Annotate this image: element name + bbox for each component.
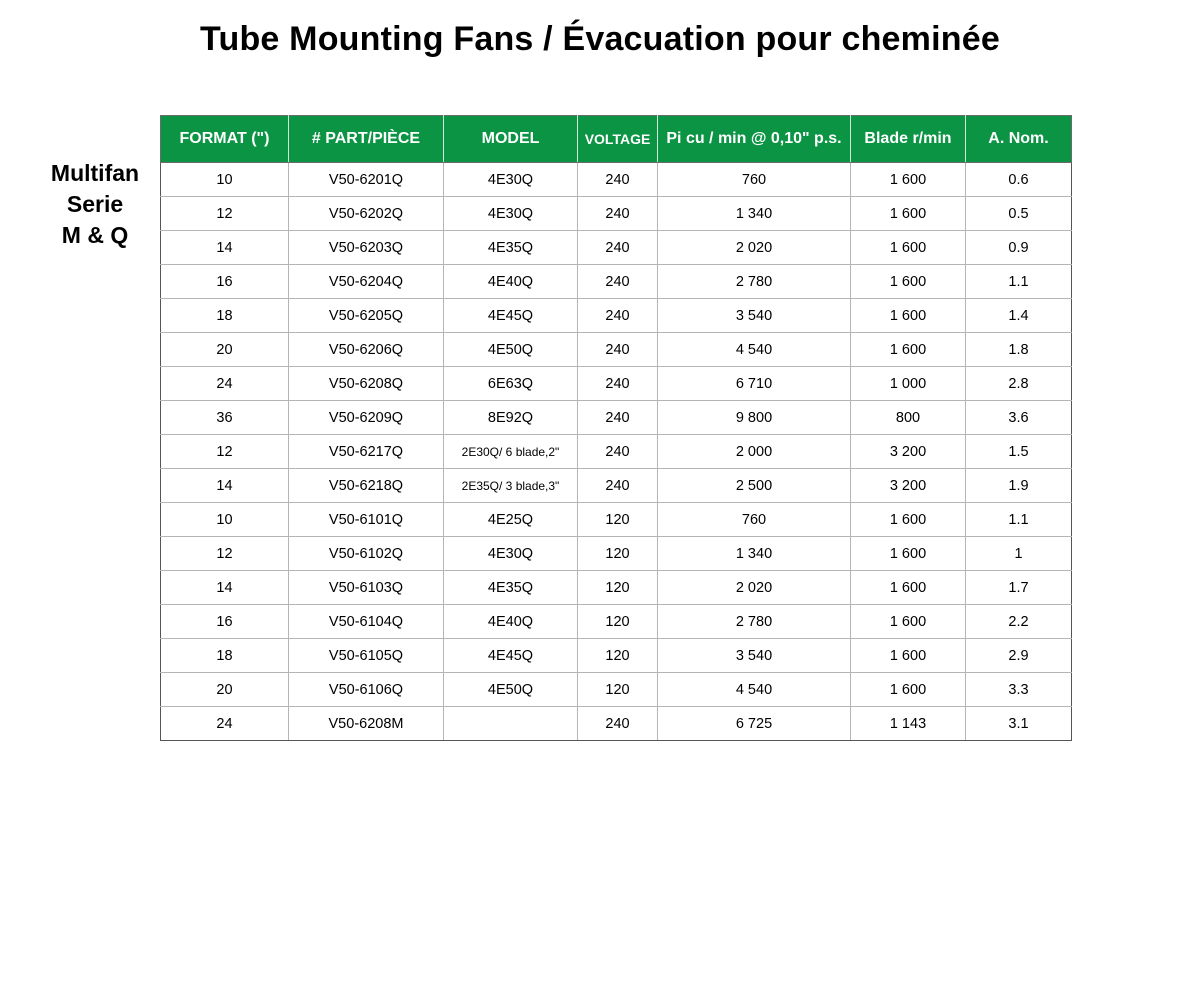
cell-amps: 1.7	[966, 571, 1072, 605]
cell-model: 4E40Q	[444, 265, 578, 299]
cell-format: 12	[161, 537, 289, 571]
cell-part: V50-6204Q	[289, 265, 444, 299]
cell-cfm: 6 725	[658, 707, 851, 741]
cell-amps: 1.1	[966, 265, 1072, 299]
cell-format: 24	[161, 707, 289, 741]
cell-cfm: 760	[658, 503, 851, 537]
cell-cfm: 3 540	[658, 639, 851, 673]
table-row	[161, 197, 1072, 231]
cell-part: V50-6104Q	[289, 605, 444, 639]
cell-blade-rpm: 1 143	[851, 707, 966, 741]
cell-format: 12	[161, 197, 289, 231]
cell-format: 16	[161, 605, 289, 639]
cell-amps: 1.1	[966, 503, 1072, 537]
cell-model: 8E92Q	[444, 401, 578, 435]
cell-model: 4E30Q	[444, 163, 578, 197]
table-row	[161, 707, 1072, 741]
cell-voltage: 240	[578, 435, 658, 469]
table-row	[161, 299, 1072, 333]
cell-format: 14	[161, 571, 289, 605]
cell-cfm: 2 020	[658, 231, 851, 265]
cell-blade-rpm: 1 600	[851, 299, 966, 333]
series-label-line-1: Multifan	[50, 160, 140, 186]
header-model: MODEL	[444, 116, 578, 163]
cell-blade-rpm: 1 600	[851, 265, 966, 299]
table-row	[161, 265, 1072, 299]
cell-format: 14	[161, 469, 289, 503]
cell-blade-rpm: 1 600	[851, 503, 966, 537]
cell-amps: 1	[966, 537, 1072, 571]
table-row	[161, 367, 1072, 401]
header-part: # PART/PIÈCE	[289, 116, 444, 163]
table-row	[161, 401, 1072, 435]
cell-blade-rpm: 1 600	[851, 197, 966, 231]
table-row	[161, 469, 1072, 503]
cell-part: V50-6105Q	[289, 639, 444, 673]
fan-spec-table	[160, 115, 1072, 741]
cell-part: V50-6103Q	[289, 571, 444, 605]
table-row	[161, 639, 1072, 673]
cell-cfm: 4 540	[658, 333, 851, 367]
cell-model: 6E63Q	[444, 367, 578, 401]
cell-part: V50-6217Q	[289, 435, 444, 469]
header-amps: A. Nom.	[966, 116, 1072, 163]
cell-cfm: 2 780	[658, 605, 851, 639]
cell-format: 36	[161, 401, 289, 435]
cell-cfm: 4 540	[658, 673, 851, 707]
cell-amps: 3.1	[966, 707, 1072, 741]
cell-model: 4E35Q	[444, 571, 578, 605]
header-format: FORMAT (")	[161, 116, 289, 163]
cell-voltage: 120	[578, 537, 658, 571]
cell-model: 2E30Q/ 6 blade,2"	[444, 435, 578, 469]
cell-amps: 3.6	[966, 401, 1072, 435]
cell-amps: 0.6	[966, 163, 1072, 197]
table-row	[161, 231, 1072, 265]
cell-blade-rpm: 1 600	[851, 571, 966, 605]
cell-format: 24	[161, 367, 289, 401]
cell-voltage: 240	[578, 163, 658, 197]
cell-part: V50-6218Q	[289, 469, 444, 503]
cell-amps: 2.8	[966, 367, 1072, 401]
cell-format: 14	[161, 231, 289, 265]
cell-cfm: 6 710	[658, 367, 851, 401]
cell-amps: 2.2	[966, 605, 1072, 639]
cell-cfm: 760	[658, 163, 851, 197]
cell-amps: 1.9	[966, 469, 1072, 503]
cell-voltage: 120	[578, 571, 658, 605]
cell-cfm: 9 800	[658, 401, 851, 435]
cell-format: 20	[161, 673, 289, 707]
cell-format: 18	[161, 299, 289, 333]
cell-cfm: 2 020	[658, 571, 851, 605]
cell-amps: 2.9	[966, 639, 1072, 673]
cell-model: 2E35Q/ 3 blade,3"	[444, 469, 578, 503]
cell-part: V50-6206Q	[289, 333, 444, 367]
cell-model: 4E30Q	[444, 197, 578, 231]
cell-part: V50-6203Q	[289, 231, 444, 265]
header-voltage: VOLTAGE	[578, 116, 658, 163]
cell-part: V50-6101Q	[289, 503, 444, 537]
cell-model: 4E40Q	[444, 605, 578, 639]
cell-cfm: 2 000	[658, 435, 851, 469]
cell-model: 4E30Q	[444, 537, 578, 571]
cell-amps: 1.4	[966, 299, 1072, 333]
cell-format: 10	[161, 503, 289, 537]
header-cfm: Pi cu / min @ 0,10" p.s.	[658, 116, 851, 163]
cell-blade-rpm: 1 600	[851, 537, 966, 571]
cell-blade-rpm: 3 200	[851, 469, 966, 503]
table-row	[161, 333, 1072, 367]
cell-voltage: 240	[578, 197, 658, 231]
cell-voltage: 240	[578, 333, 658, 367]
cell-blade-rpm: 800	[851, 401, 966, 435]
table-row	[161, 673, 1072, 707]
table-header-row	[161, 116, 1072, 163]
table-row	[161, 163, 1072, 197]
cell-amps: 1.5	[966, 435, 1072, 469]
cell-part: V50-6208Q	[289, 367, 444, 401]
series-label-line-2: Serie	[66, 191, 124, 217]
table-row	[161, 571, 1072, 605]
cell-format: 18	[161, 639, 289, 673]
cell-model: 4E35Q	[444, 231, 578, 265]
cell-voltage: 240	[578, 367, 658, 401]
cell-part: V50-6209Q	[289, 401, 444, 435]
cell-voltage: 120	[578, 605, 658, 639]
cell-blade-rpm: 1 600	[851, 163, 966, 197]
cell-blade-rpm: 3 200	[851, 435, 966, 469]
cell-model: 4E50Q	[444, 673, 578, 707]
cell-model	[444, 707, 578, 741]
cell-format: 20	[161, 333, 289, 367]
table-row	[161, 435, 1072, 469]
table-row	[161, 605, 1072, 639]
cell-voltage: 240	[578, 469, 658, 503]
cell-amps: 0.9	[966, 231, 1072, 265]
cell-blade-rpm: 1 600	[851, 333, 966, 367]
cell-cfm: 2 500	[658, 469, 851, 503]
cell-part: V50-6205Q	[289, 299, 444, 333]
cell-voltage: 240	[578, 299, 658, 333]
cell-voltage: 120	[578, 673, 658, 707]
cell-voltage: 120	[578, 503, 658, 537]
page-title: Tube Mounting Fans / Évacuation pour cheminée	[200, 20, 1000, 58]
cell-format: 12	[161, 435, 289, 469]
header-blade-rpm: Blade r/min	[851, 116, 966, 163]
cell-format: 10	[161, 163, 289, 197]
cell-cfm: 2 780	[658, 265, 851, 299]
cell-cfm: 3 540	[658, 299, 851, 333]
cell-cfm: 1 340	[658, 197, 851, 231]
table-row	[161, 503, 1072, 537]
cell-amps: 1.8	[966, 333, 1072, 367]
cell-format: 16	[161, 265, 289, 299]
cell-blade-rpm: 1 600	[851, 673, 966, 707]
table-body	[161, 163, 1072, 741]
cell-part: V50-6102Q	[289, 537, 444, 571]
cell-amps: 0.5	[966, 197, 1072, 231]
cell-model: 4E45Q	[444, 639, 578, 673]
cell-blade-rpm: 1 600	[851, 605, 966, 639]
cell-voltage: 120	[578, 639, 658, 673]
series-label-line-3: M & Q	[61, 222, 129, 248]
cell-cfm: 1 340	[658, 537, 851, 571]
cell-blade-rpm: 1 000	[851, 367, 966, 401]
cell-model: 4E25Q	[444, 503, 578, 537]
cell-blade-rpm: 1 600	[851, 639, 966, 673]
cell-model: 4E45Q	[444, 299, 578, 333]
series-label	[30, 158, 160, 251]
cell-voltage: 240	[578, 231, 658, 265]
cell-part: V50-6201Q	[289, 163, 444, 197]
cell-model: 4E50Q	[444, 333, 578, 367]
cell-voltage: 240	[578, 265, 658, 299]
cell-amps: 3.3	[966, 673, 1072, 707]
cell-part: V50-6202Q	[289, 197, 444, 231]
table-row	[161, 537, 1072, 571]
cell-part: V50-6208M	[289, 707, 444, 741]
cell-part: V50-6106Q	[289, 673, 444, 707]
cell-voltage: 240	[578, 401, 658, 435]
cell-blade-rpm: 1 600	[851, 231, 966, 265]
cell-voltage: 240	[578, 707, 658, 741]
